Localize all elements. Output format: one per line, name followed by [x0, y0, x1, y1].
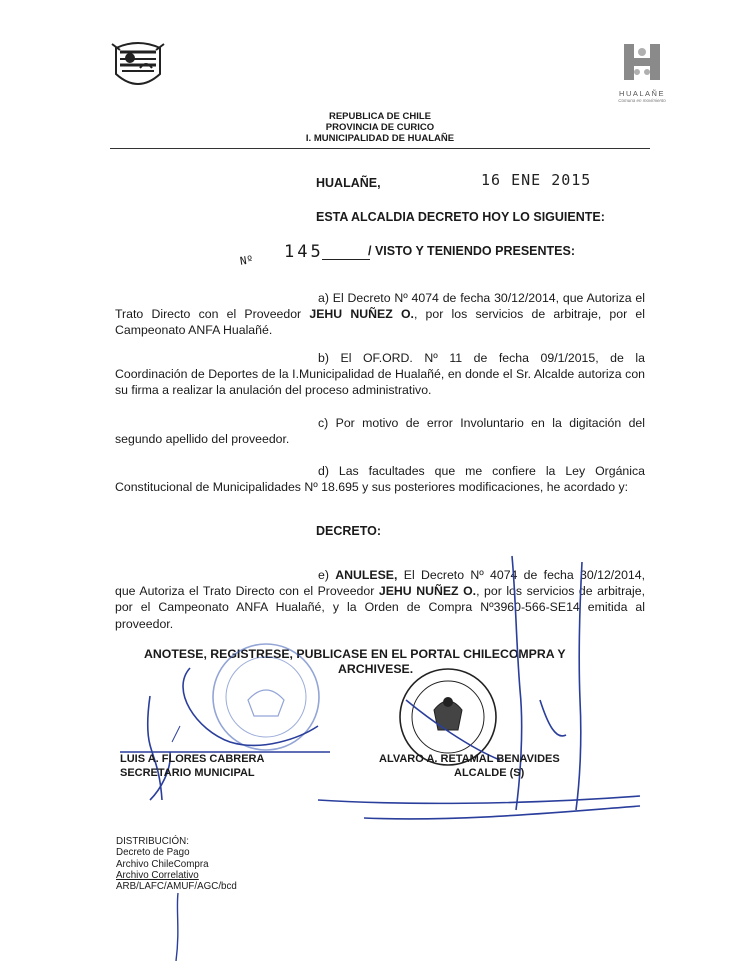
closing-line-1: ANOTESE, REGISTRESE, PUBLICASE EN EL PORTAL CHILECOMPRA Y	[144, 647, 566, 661]
republic-label: REPUBLICA DE CHILE	[328, 111, 432, 122]
right-signatory-title: ALCALDE (S)	[454, 767, 525, 779]
distribution-item: Archivo ChileCompra	[116, 858, 209, 870]
distribution-item: ARB/LAFC/AMUF/AGC/bcd	[116, 881, 237, 893]
logo-tagline: Comuna en movimiento	[618, 98, 666, 103]
decree-intro: ESTA ALCALDIA DECRETO HOY LO SIGUIENTE:	[316, 210, 605, 224]
distribution-list	[116, 836, 237, 892]
decree-number: 145	[284, 242, 324, 262]
consideration-b: b) El OF.ORD. Nº 11 de fecha 09/1/2015, de la Coordinación de Deportes de la I.Municipalidad de Hualañé, en donde el Sr. Alcalde autoriza con su firma a realizar la anulación del proceso administrativo.	[115, 351, 645, 398]
resolution-e: e) ANULESE, El Decreto Nº 4074 de fecha 30/12/2014, que Autoriza el Trato Directo con el Proveedor JEHU NUÑEZ O., por los servicios de arbitraje, por el Campeonato ANFA Hualañé, y la Orden de Compra Nº3960-566-SE14 emitida al proveedor.	[115, 568, 645, 631]
distribution-title: DISTRIBUCIÓN:	[116, 836, 189, 847]
left-signatory-title: SECRETARIO MUNICIPAL	[120, 767, 255, 779]
distribution-pen-stroke	[176, 893, 178, 961]
distribution-item: Archivo Correlativo	[116, 869, 199, 881]
decree-number-prefix: Nº	[239, 253, 255, 268]
distribution-item: Decreto de Pago	[116, 847, 190, 859]
consideration-a: a) El Decreto Nº 4074 de fecha 30/12/2014, que Autoriza el Trato Directo con el Proveedor JEHU NUÑEZ O., por los servicios de arbitraje, por el Campeonato ANFA Hualañé.	[115, 291, 645, 338]
consideration-d: d) Las facultades que me confiere la Ley Orgánica Constitucional de Municipalidades Nº 18.695 y sus posteriores modificaciones, he acordado y:	[115, 464, 645, 495]
closing-line-2: ARCHIVESE.	[338, 662, 414, 676]
consideration-c: c) Por motivo de error Involuntario en la digitación del segundo apellido del proveedor.	[115, 416, 645, 447]
logo-name: HUALAÑE	[619, 89, 665, 98]
right-signatory-name: ALVARO A. RETAMAL BENAVIDES	[379, 753, 560, 765]
province-label: PROVINCIA DE CURICO	[325, 122, 435, 133]
decreto-heading: DECRETO:	[316, 524, 382, 538]
left-signatory-name: LUIS A. FLORES CABRERA	[120, 753, 265, 765]
decree-place: HUALAÑE,	[316, 176, 381, 190]
visto-heading: / VISTO Y TENIENDO PRESENTES:	[368, 244, 575, 258]
municipality-label: I. MUNICIPALIDAD DE HUALAÑE	[305, 133, 455, 144]
date-stamp: 16 ENE 2015	[481, 171, 592, 189]
pen-mark	[172, 726, 180, 742]
